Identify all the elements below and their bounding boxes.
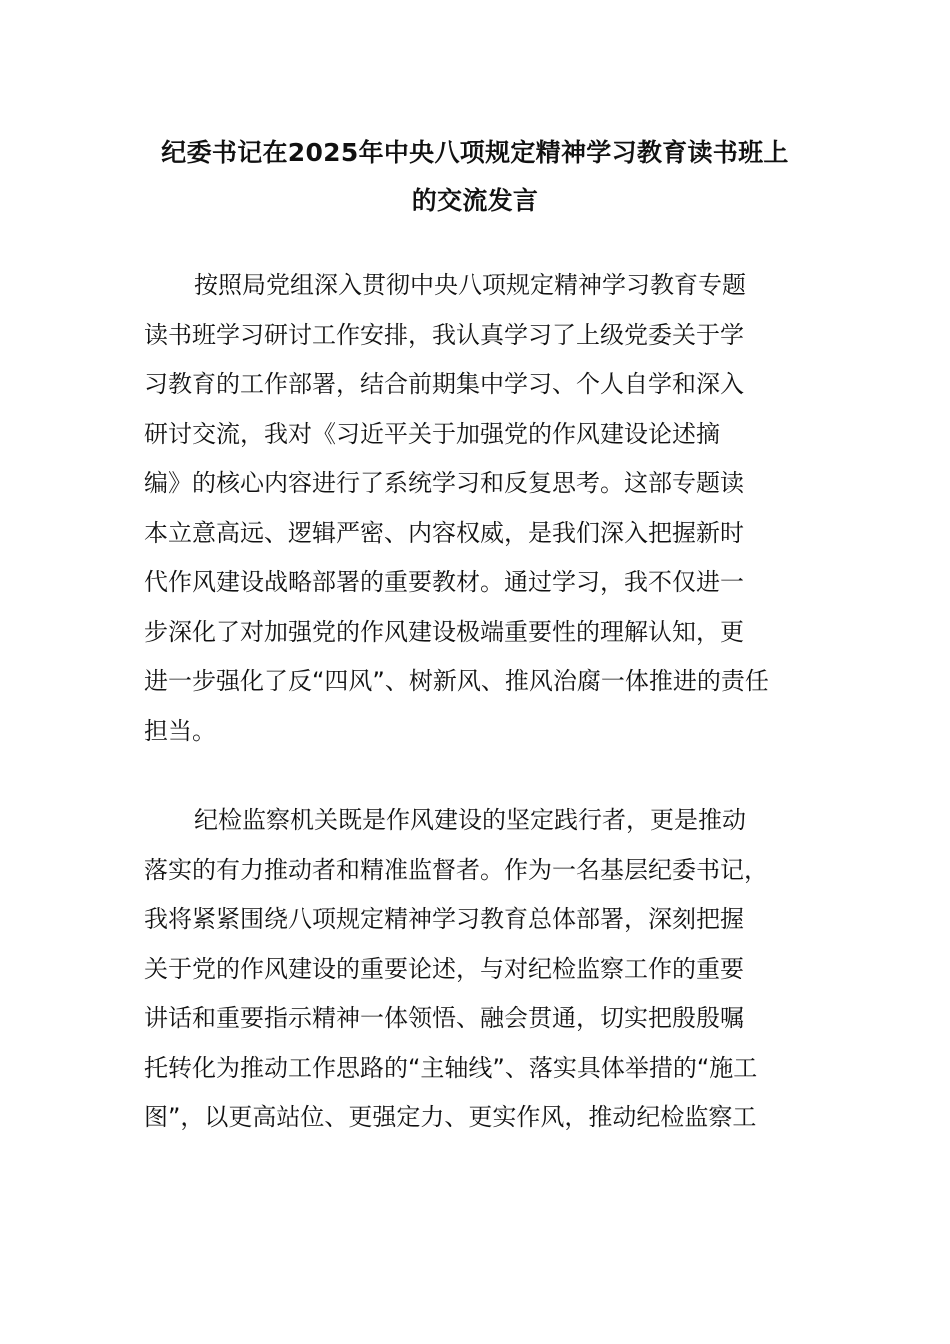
paragraph-line: 研讨交流，我对《习近平关于加强党的作风建设论述摘 bbox=[144, 419, 720, 448]
paragraph-line: 我将紧紧围绕八项规定精神学习教育总体部署，深刻把握 bbox=[144, 905, 744, 933]
title-line: 纪委书记在2025年中央八项规定精神学习教育读书班上 bbox=[161, 138, 789, 167]
paragraph-line: 担当。 bbox=[144, 716, 216, 745]
paragraph-line: 进一步强化了反“四风”、树新风、推风治腐一体推进的责任 bbox=[144, 667, 769, 695]
paragraph-line: 步深化了对加强党的作风建设极端重要性的理解认知，更 bbox=[144, 617, 744, 646]
title-line: 的交流发言 bbox=[411, 186, 539, 215]
paragraph-line: 本立意高远、逻辑严密、内容权威，是我们深入把握新时 bbox=[144, 518, 744, 547]
paragraph-line: 托转化为推动工作思路的“主轴线”、落实具体举措的“施工 bbox=[144, 1053, 758, 1082]
paragraph-line: 纪检监察机关既是作风建设的坚定践行者，更是推动 bbox=[194, 806, 746, 834]
paragraph-line: 关于党的作风建设的重要论述，与对纪检监察工作的重要 bbox=[144, 954, 744, 983]
paragraph-line: 读书班学习研讨工作安排，我认真学习了上级党委关于学 bbox=[144, 320, 744, 349]
paragraph-line: 落实的有力推动者和精准监督者。作为一名基层纪委书记， bbox=[144, 855, 768, 884]
paragraph-1 bbox=[144, 261, 814, 756]
document-title bbox=[140, 129, 810, 225]
paragraph-line: 讲话和重要指示精神一体领悟、融会贯通，切实把殷殷嘱 bbox=[144, 1004, 744, 1032]
paragraph-line: 编》的核心内容进行了系统学习和反复思考。这部专题读 bbox=[144, 469, 744, 497]
paragraph-line: 习教育的工作部署，结合前期集中学习、个人自学和深入 bbox=[144, 370, 744, 398]
paragraph-2 bbox=[144, 796, 814, 1143]
paragraph-line: 按照局党组深入贯彻中央八项规定精神学习教育专题 bbox=[194, 271, 746, 299]
paragraph-line: 图”，以更高站位、更强定力、更实作风，推动纪检监察工 bbox=[144, 1103, 757, 1131]
paragraph-line: 代作风建设战略部署的重要教材。通过学习，我不仅进一 bbox=[144, 568, 744, 596]
